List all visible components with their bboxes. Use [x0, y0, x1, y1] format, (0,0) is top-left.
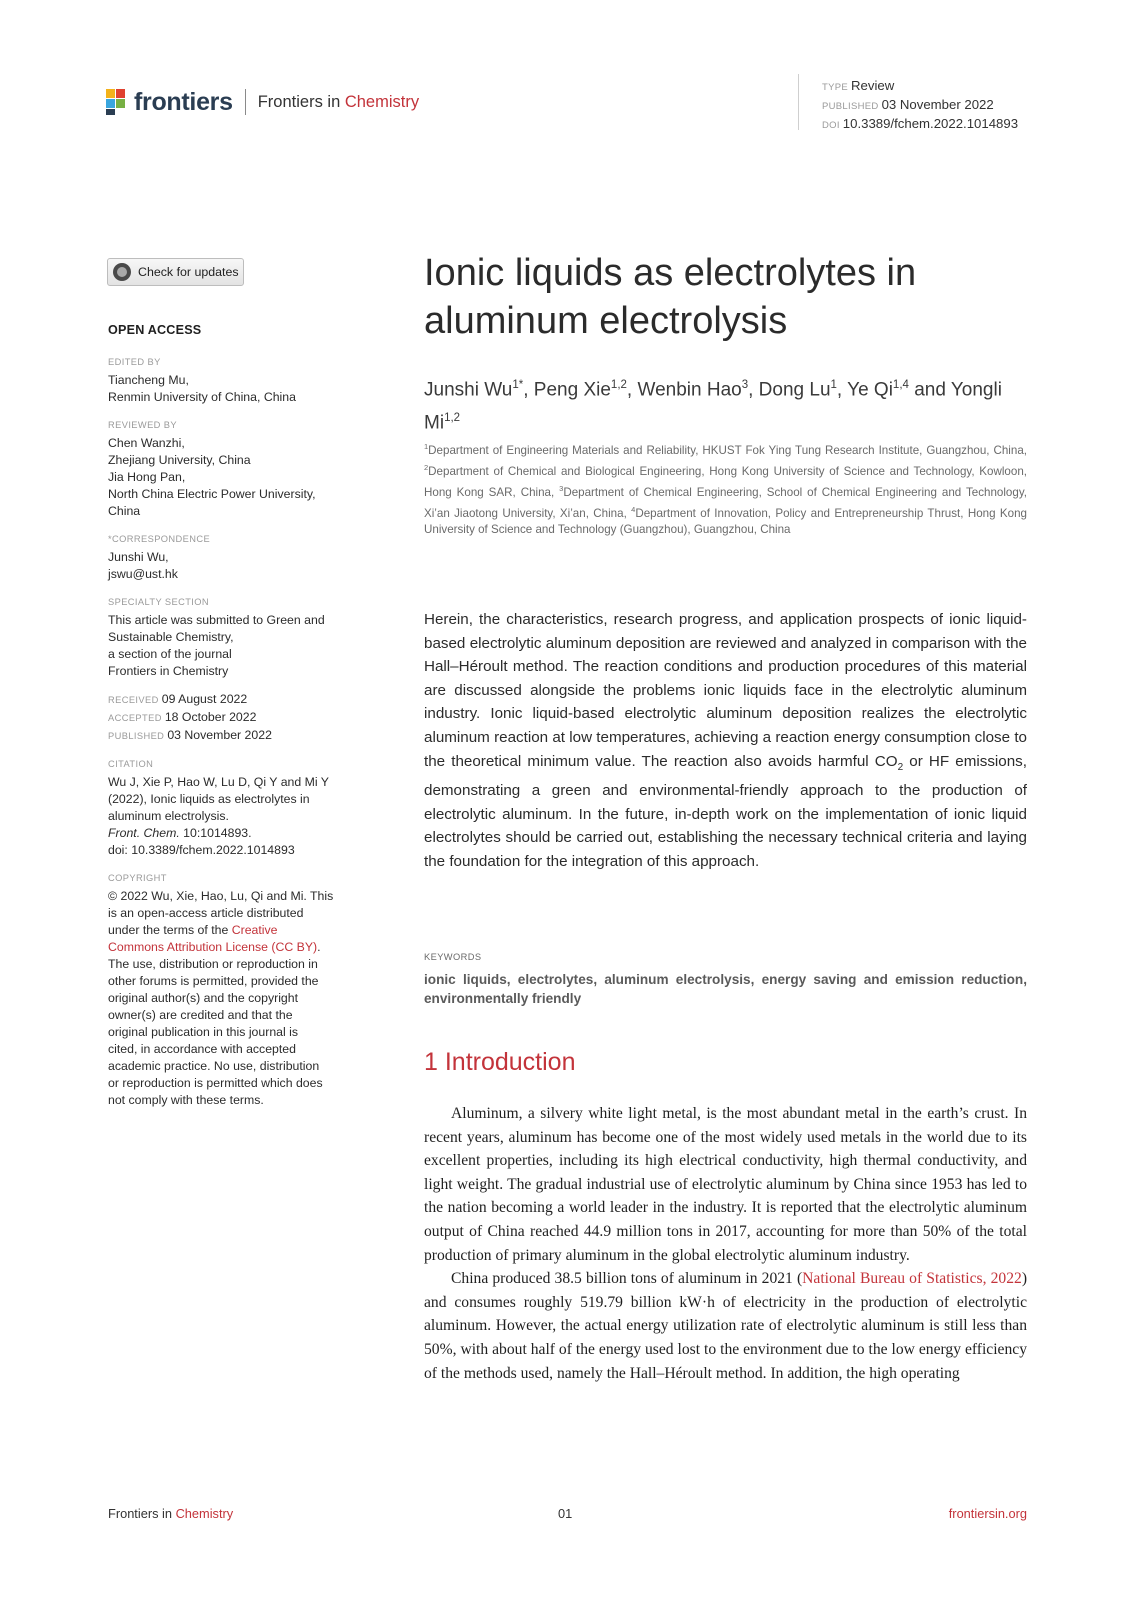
author-affiliation-mark: 3	[741, 379, 749, 391]
footer-journal: Frontiers in Chemistry	[108, 1506, 234, 1521]
intro-paragraph-2: China produced 38.5 billion tons of aluminum in 2021 (National Bureau of Statistics, 2022) and consumes roughly 519.79 billion kW·h of electricity in the production of electrolytic aluminum. However, the actual energy utilization rate of electrolytic aluminum is still less than 50%, with about half of the energy used lost to the environment due to the low energy efficiency of the methods used, namely the Hall–Héroult method. In addition, the high operating	[424, 1270, 1028, 1382]
specialty-block: SPECIALTY SECTION This article was submitted to Green and Sustainable Chemistry, a section of the journal Frontiers in Chemistry	[108, 597, 325, 678]
keywords-label: KEYWORDS	[424, 952, 482, 962]
affiliation-mark: 4	[631, 504, 636, 514]
brand-name: frontiers	[134, 87, 233, 116]
accepted-date: ACCEPTED 18 October 2022	[108, 710, 257, 724]
frontiers-logo-icon	[106, 89, 128, 115]
affiliation-text: Department of Innovation, Policy and Entrepreneurship Thrust, Hong Kong University of Science and Technology (Guangzhou), Guangzhou, China	[424, 506, 1027, 537]
author-name: Dong Lu	[758, 379, 831, 401]
author-list: Junshi $Wu^{1*}$, Peng Xie$^{1,2}$, Wenbin Hao$^3$, Dong Lu$^1$, Ye Qi$^{1,4}$ and Yongli Mi$^{1,2}$	[424, 379, 1002, 434]
citation-block: CITATION Wu J, Xie P, Hao W, Lu D, Qi Y and Mi Y (2022), Ionic liquids as electrolytes in aluminum electrolysis. Front. Chem. 10:1014893. doi: 10.3389/fchem.2022.1014893	[108, 756, 353, 859]
correspondence-block: *CORRESPONDENCE Junshi Wu, jswu@ust.hk	[108, 531, 353, 583]
affiliation-mark: 3	[559, 483, 564, 493]
edited-by-block: EDITED BY Tiancheng Mu, Renmin University of China, China	[108, 357, 296, 404]
published-date: PUBLISHED 03 November 2022	[108, 728, 272, 742]
abstract: Herein, the characteristics, research progress, and application prospects of ionic liquid-based electrolytic aluminum deposition are reviewed and analyzed in comparison with the Hall–Héroult method. The reaction conditions and production procedures of this material are discussed alongside the problems ionic liquids face in the electrolytic aluminum industry. Ionic liquid-based electrolytic aluminum deposition realizes the electrolytic aluminum reaction at low temperatures, achieving a reaction energy consumption close to the theoretical minimum value. The reaction also avoids harmful $CO_2$ or HF emissions, demonstrating a green and environmental-friendly approach to the production of electrolytic aluminum. In the future, in-depth work on the implementation of ionic liquid electrolytes should be carried out, establishing the necessary technical criteria and laying the foundation for the integration of this approach.	[424, 611, 1027, 870]
keywords: ionic liquids, electrolytes, aluminum electrolysis, energy saving and emission reduction, environmentally friendly	[424, 972, 1027, 1006]
affiliation-mark: 2	[424, 462, 429, 472]
author-affiliation-mark: 1,4	[892, 379, 909, 391]
affiliation-text: Department of Engineering Materials and Reliability, HKUST Fok Ying Tung Research Institute, Guangzhou, China,	[428, 443, 1027, 457]
article-title: Ionic liquids as electrolytes in aluminum electrolysis	[424, 252, 917, 342]
introduction-body	[424, 1102, 1027, 1385]
frontiers-brand	[106, 88, 419, 116]
meta-doi[interactable]: DOI 10.3389/fchem.2022.1014893	[822, 116, 1019, 131]
reviewed-by-block: REVIEWED BY Chen Wanzhi, Zhejiang University, China Jia Hong Pan, North China Electric Power University, China	[108, 420, 316, 518]
meta-published: PUBLISHED 03 November 2022	[822, 97, 994, 112]
author-name: Peng Xie	[533, 379, 611, 401]
meta-divider	[798, 74, 799, 130]
check-for-updates-button[interactable]	[107, 258, 244, 286]
license-link[interactable]: Creative	[231, 923, 278, 937]
section-heading-introduction: 1 Introduction	[424, 1048, 576, 1076]
brand-divider	[245, 89, 246, 115]
author-name: Wenbin Hao	[637, 379, 742, 401]
dates-block	[108, 691, 353, 745]
intro-paragraph-1: Aluminum, a silvery white light metal, is the most abundant metal in the earth’s crust. In recent years, aluminum has become one of the most widely used metals in the world due to its excellent properties, including its high electrical conductivity, high thermal conductivity, and light weight. The gradual industrial use of electrolytic aluminum by China since 1953 has led to the nation becoming a world leader in the industry. It is reported that the electrolytic aluminum output of China reached 44.9 million tons in 2017, accounting for more than 50% of the total production of primary aluminum in the global electrolytic aluminum industry.	[424, 1105, 1027, 1264]
author-name: Ye Qi	[847, 379, 893, 401]
page-number: 01	[558, 1506, 573, 1521]
affiliation-text: Department of Chemical and Biological Engineering, Hong Kong University of Science and Technology, Kowloon, Hong Kong SAR, China,	[424, 464, 1027, 499]
affiliations	[424, 438, 1027, 538]
author-affiliation-mark: 1	[830, 379, 837, 391]
correspondence-email[interactable]: jswu@ust.hk	[108, 567, 178, 581]
check-for-updates-label: Check for updates	[138, 265, 239, 279]
affiliation-text: Department of Chemical Engineering, School of Chemical Engineering and Technology, Xi’an Jiaotong University, Xi’an, China,	[424, 485, 1027, 520]
crossmark-icon	[113, 263, 131, 281]
article-sidebar	[108, 322, 353, 1120]
open-access-label: OPEN ACCESS	[108, 323, 202, 337]
citation-doi[interactable]: doi: 10.3389/fchem.2022.1014893	[108, 843, 295, 857]
author-affiliation-mark: 1*	[512, 379, 524, 391]
author-name: Yongli Mi	[424, 379, 1002, 434]
received-date: RECEIVED 09 August 2022	[108, 692, 248, 706]
meta-type: TYPE Review	[822, 78, 895, 93]
footer-site-link[interactable]: frontiersin.org	[948, 1506, 1027, 1521]
reference-link[interactable]: National Bureau of Statistics, 2022	[802, 1270, 1022, 1288]
author-name: Junshi Wu	[424, 379, 513, 401]
copyright-block: COPYRIGHT © 2022 Wu, Xie, Hao, Lu, Qi and Mi. This is an open-access article distributed under the terms of the Creative Commons Attribution License (CC BY). The use, distribution or reproduction in other forums is permitted, provided the original author(s) and the copyright owner(s) are credited and that the original publication in this journal is cited, in accordance with accepted academic practice. No use, distribution or reproduction is permitted which does not comply with these terms.	[108, 873, 334, 1107]
affiliation-mark: 1	[424, 442, 429, 451]
license-link-cont[interactable]: Commons Attribution License (CC BY)	[108, 940, 318, 954]
author-affiliation-mark: 1,2	[444, 412, 461, 425]
journal-name: Frontiers in Chemistry	[257, 92, 420, 111]
article-meta	[822, 77, 1018, 134]
author-affiliation-mark: 1,2	[610, 379, 627, 391]
